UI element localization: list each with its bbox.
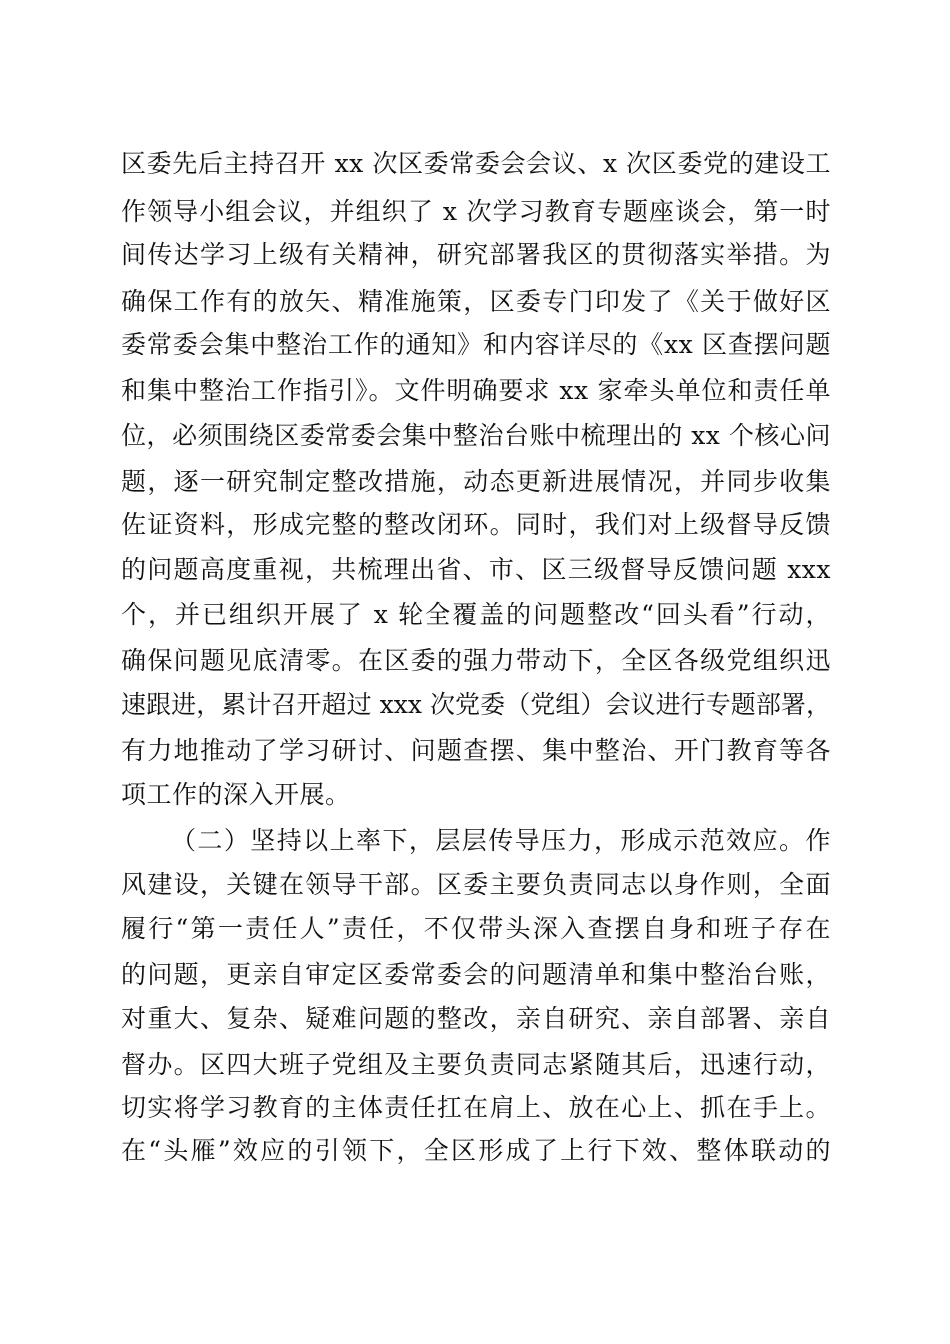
paragraph-line: 有力地推动了学习研讨、问题查摆、集中整治、开门教育等各 [121,736,831,765]
paragraph-line: 确保工作有的放矢、精准施策，区委专门印发了《关于做好区 [121,287,831,316]
paragraph-line: 和集中整治工作指引》。文件明确要求 xx 家牵头单位和责任单 [121,376,831,405]
paragraph-line: 切实将学习教育的主体责任扛在肩上、放在心上、抓在手上。 [121,1093,831,1122]
paragraph-line: 个，并已组织开展了 x 轮全覆盖的问题整改“回头看”行动， [121,600,831,629]
section-heading-line: （二）坚持以上率下，层层传导压力，形成示范效应。作 [171,826,831,855]
paragraph-line: 委常委会集中整治工作的通知》和内容详尽的《xx 区查摆问题 [121,330,831,359]
paragraph-line: 对重大、复杂、疑难问题的整改，亲自研究、亲自部署、亲自 [121,1004,831,1033]
paragraph-line: 区委先后主持召开 xx 次区委常委会会议、x 次区委党的建设工 [121,149,831,178]
paragraph-line: 位，必须围绕区委常委会集中整治台账中梳理出的 xx 个核心问 [121,421,831,450]
paragraph-line: 督办。区四大班子党组及主要负责同志紧随其后，迅速行动， [121,1050,831,1079]
paragraph-line: 题，逐一研究制定整改措施，动态更新进展情况，并同步收集 [121,467,831,496]
paragraph-line: 作领导小组会议，并组织了 x 次学习教育专题座谈会，第一时 [121,197,831,226]
paragraph-line: 履行“第一责任人”责任，不仅带头深入查摆自身和班子存在 [121,914,831,943]
paragraph-line: 的问题高度重视，共梳理出省、市、区三级督导反馈问题 xxx [121,555,831,584]
paragraph-line: 间传达学习上级有关精神，研究部署我区的贯彻落实举措。为 [121,240,831,269]
paragraph-line-last: 项工作的深入开展。 [121,780,351,809]
paragraph-line: 风建设，关键在领导干部。区委主要负责同志以身作则，全面 [121,870,831,899]
paragraph-line: 佐证资料，形成完整的整改闭环。同时，我们对上级督导反馈 [121,510,831,539]
paragraph-line: 确保问题见底清零。在区委的强力带动下，全区各级党组织迅 [121,646,831,675]
paragraph-line: 的问题，更亲自审定区委常委会的问题清单和集中整治台账， [121,960,831,989]
paragraph-line: 速跟进，累计召开超过 xxx 次党委（党组）会议进行专题部署， [121,690,831,719]
paragraph-line: 在“头雁”效应的引领下，全区形成了上行下效、整体联动的 [121,1136,831,1165]
